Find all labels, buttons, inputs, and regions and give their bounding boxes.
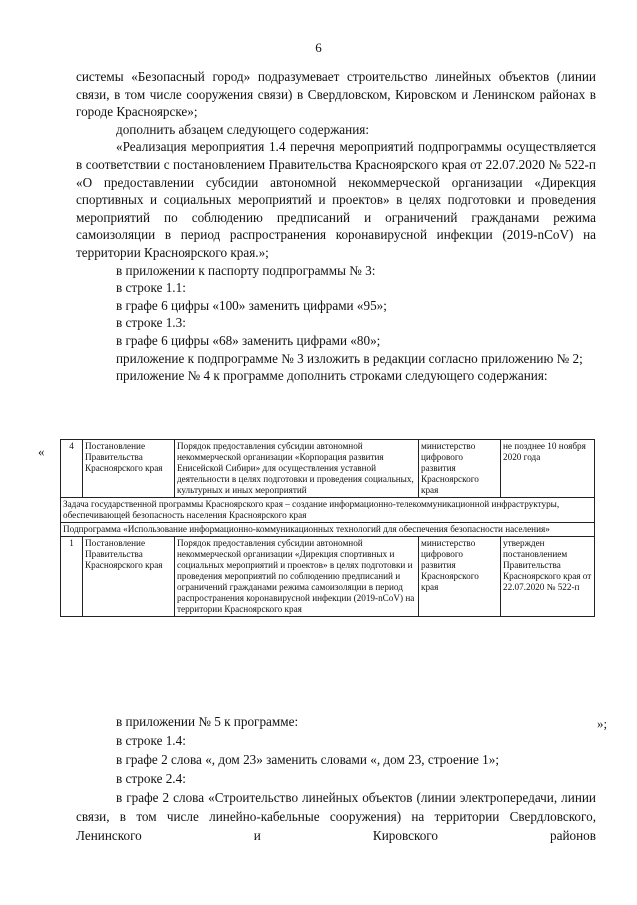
quote-close: »; — [597, 716, 608, 731]
paragraph: в графе 6 цифры «68» заменить цифрами «80»; — [116, 332, 381, 348]
paragraph: приложение № 4 к программе дополнить строками следующего содержания: — [116, 368, 548, 384]
paragraph: в графе 2 слова «, дом 23» заменить словами «, дом 23, строение 1»; — [116, 752, 499, 767]
table-row-subprogram — [61, 523, 595, 537]
paragraph: дополнить абзацем следующего содержания: — [116, 121, 370, 137]
paragraph: в строке 1.1: — [116, 280, 186, 296]
cell-executor: министерство цифрового развития Красноярского края — [419, 440, 501, 498]
cell-term: не позднее 10 ноября 2020 года — [501, 440, 595, 498]
cell-name: Порядок предоставления субсидии автономной некоммерческой организации «Корпорация развития Енисейской Сибири» для осуществления уставной деятельности в целях подготовки и проведения социальных, культурных и иных мероприятий — [175, 440, 419, 498]
cell-task: Задача государственной программы Красноярского края – создание информационно-телекоммуникационной инфраструктуры, обеспечивающей безопасность населения Красноярского края — [61, 498, 595, 523]
measures-table — [60, 439, 595, 617]
quote-open: « — [38, 444, 45, 459]
cell-term: утвержден постановлением Правительства Красноярского края от 22.07.2020 № 522-п — [501, 537, 595, 617]
table-row — [61, 537, 595, 617]
paragraph: в строке 1.4: — [116, 733, 186, 748]
upper-text — [76, 68, 596, 385]
lower-text — [76, 712, 596, 845]
paragraph: приложение к подпрограмме № 3 изложить в редакции согласно приложению № 2; — [116, 350, 583, 366]
cell-doc: Постановление Правительства Красноярского края — [83, 537, 175, 617]
paragraph: в приложении № 5 к программе: — [116, 714, 299, 729]
paragraph: в приложении к паспорту подпрограммы № 3: — [116, 262, 376, 278]
paragraph: в строке 2.4: — [116, 771, 186, 786]
table-row — [61, 440, 595, 498]
paragraph: в строке 1.3: — [116, 315, 186, 331]
page-number: 6 — [315, 40, 322, 55]
paragraph: в графе 2 слова «Строительство линейных объектов (линии электропередачи, линии связи, в том числе линейно-кабельные сооружения) на территории Свердловского, Ленинского и Кировского районов — [76, 790, 596, 843]
cell-name: Порядок предоставления субсидии автономной некоммерческой организации «Дирекция спортивных и социальных мероприятий и проектов» в целях подготовки и проведения мероприятий по соблюдению предписаний и ограничений гражданами режима самоизоляции в период распространения коронавирусной инфекции (2019-nCoV) на территории Красноярского края — [175, 537, 419, 617]
cell-num: 4 — [61, 440, 83, 498]
cell-executor: министерство цифрового развития Красноярского края — [419, 537, 501, 617]
paragraph: системы «Безопасный город» подразумевает строительство линейных объектов (линии связи, в том числе сооружения связи) в Свердловском, Кировском и Ленинском районах в городе Красноярске»; — [76, 69, 596, 120]
cell-num: 1 — [61, 537, 83, 617]
table-row-task — [61, 498, 595, 523]
cell-subprogram: Подпрограмма «Использование информационно-коммуникационных технологий для обеспечения безопасности населения» — [61, 523, 595, 537]
paragraph: в графе 6 цифры «100» заменить цифрами «95»; — [116, 297, 387, 313]
paragraph: «Реализация мероприятия 1.4 перечня мероприятий подпрограммы осуществляется в соответствии с постановлением Правительства Красноярского края от 22.07.2020 № 522-п «О предоставлении субсидии автономной некоммерческой организации «Дирекция спортивных и социальных мероприятий и проектов» в целях подготовки и проведения мероприятий по соблюдению предписаний и ограничений гражданами режима самоизоляции в период распространения коронавирусной инфекции (2019-nCoV) на территории Красноярского края.»; — [76, 139, 596, 260]
cell-doc: Постановление Правительства Красноярского края — [83, 440, 175, 498]
